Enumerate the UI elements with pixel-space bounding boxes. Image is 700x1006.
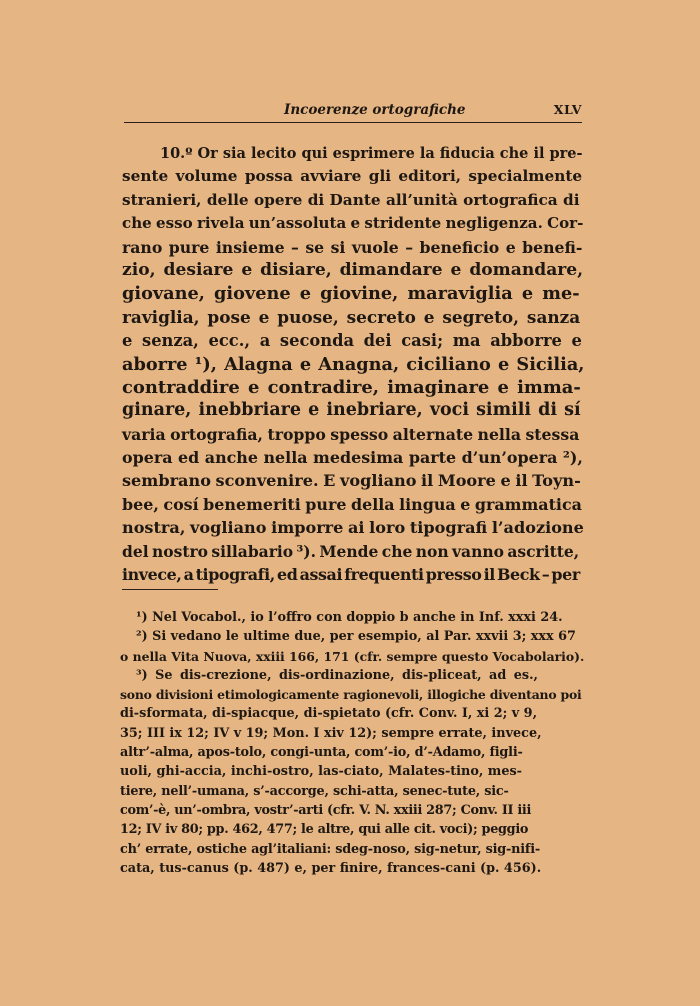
- text-line: giovane, giovene e giovine, maraviglia e me-: [122, 283, 580, 305]
- text-line: raviglia, pose e puose, secreto e segreto, sanza: [122, 306, 581, 327]
- text-line: sente volume possa avviare gli editori, specialmente: [122, 167, 583, 186]
- footnote-line: ²) Si vedano le ultime due, per esempio, al Par. xxvii 3; xxx 67: [136, 629, 576, 645]
- text-line: sembrano sconvenire. E vogliano il Moore e il Toyn-: [122, 471, 581, 491]
- text-line: stranieri, delle opere di Dante all’unità ortografica di: [122, 190, 580, 209]
- footnote-line: uoli, ghi-accia, inchi-ostro, las-ciato, Malates-tino, mes-: [120, 764, 522, 780]
- footnote-line: o nella Vita Nuova, xxiii 166, 171 (cfr. sempre questo Vocabolario).: [120, 648, 585, 664]
- footnote-line: com’-è, un’-ombra, vostr’-arti (cfr. V. N. xxiii 287; Conv. II iii: [120, 802, 532, 818]
- footnote-line: ³) Se dis-crezione, dis-ordinazione, dis-pliceat, ad es.,: [136, 667, 538, 683]
- main-text: [122, 142, 584, 586]
- text-line: aborre ¹), Alagna e Anagna, ciciliano e Sicilia,: [122, 353, 585, 375]
- text-line: 10.º Or sia lecito qui esprimere la fiducia che il pre-: [160, 145, 583, 162]
- running-head: [124, 102, 582, 123]
- footnote-line: ¹) Nel Vocabol., io l’offro con doppio b anche in Inf. xxxi 24.: [136, 610, 563, 625]
- text-line: bee, cosí benemeriti pure della lingua e grammatica: [122, 494, 582, 514]
- text-line: nostra, vogliano imporre ai loro tipografi l’adozione: [122, 518, 584, 538]
- text-line: che esso rivela un’assoluta e stridente negligenza. Cor-: [122, 214, 584, 233]
- text-line: invece, a tipografi, ed assai frequenti presso il Beck – per: [122, 565, 580, 585]
- footnote-line: ch’ errate, ostiche agl’italiani: sdeg-noso, sig-netur, sig-nifi-: [120, 841, 540, 857]
- footnote-line: cata, tus-canus (p. 487) e, per finire, frances-cani (p. 456).: [120, 860, 542, 876]
- footnotes: [120, 608, 586, 878]
- text-line: zio, desiare e disiare, dimandare e domandare,: [122, 259, 584, 280]
- footnote-line: 12; IV iv 80; pp. 462, 477; le altre, qui alle cit. voci); peggio: [120, 822, 529, 838]
- footnote-line: di-sformata, di-spiacque, di-spietato (cfr. Conv. I, xi 2; v 9,: [120, 706, 538, 722]
- footnote-line: sono divisioni etimologicamente ragionevoli, illogiche diventano poi: [120, 687, 582, 703]
- text-line: opera ed anche nella medesima parte d’un’opera ²),: [122, 448, 583, 468]
- running-head-title: Incoerenze ortografiche: [284, 102, 466, 118]
- text-line: e senza, ecc., a seconda dei casi; ma abborre e: [122, 331, 582, 351]
- footnote-line: altr’-alma, apos-tolo, congi-unta, com’-io, d’-Adamo, figli-: [120, 745, 523, 761]
- text-line: ginare, inebbriare e inebriare, voci simili di sí: [122, 400, 581, 421]
- text-line: contraddire e contradire, imaginare e imma-: [122, 376, 581, 398]
- footnote-line: tiere, nell’-umana, s’-accorge, schi-atta, senec-tute, sic-: [120, 783, 509, 799]
- page-number: XLV: [553, 102, 582, 117]
- footnote-rule: [122, 589, 218, 590]
- footnote-line: 35; III ix 12; IV v 19; Mon. I xiv 12); sempre errate, invece,: [120, 725, 542, 741]
- text-line: rano pure insieme – se si vuole – beneficio e benefi-: [122, 237, 583, 257]
- text-line: del nostro sillabario ³). Mende che non vanno ascritte,: [122, 541, 580, 561]
- text-line: varia ortografia, troppo spesso alternate nella stessa: [122, 424, 580, 444]
